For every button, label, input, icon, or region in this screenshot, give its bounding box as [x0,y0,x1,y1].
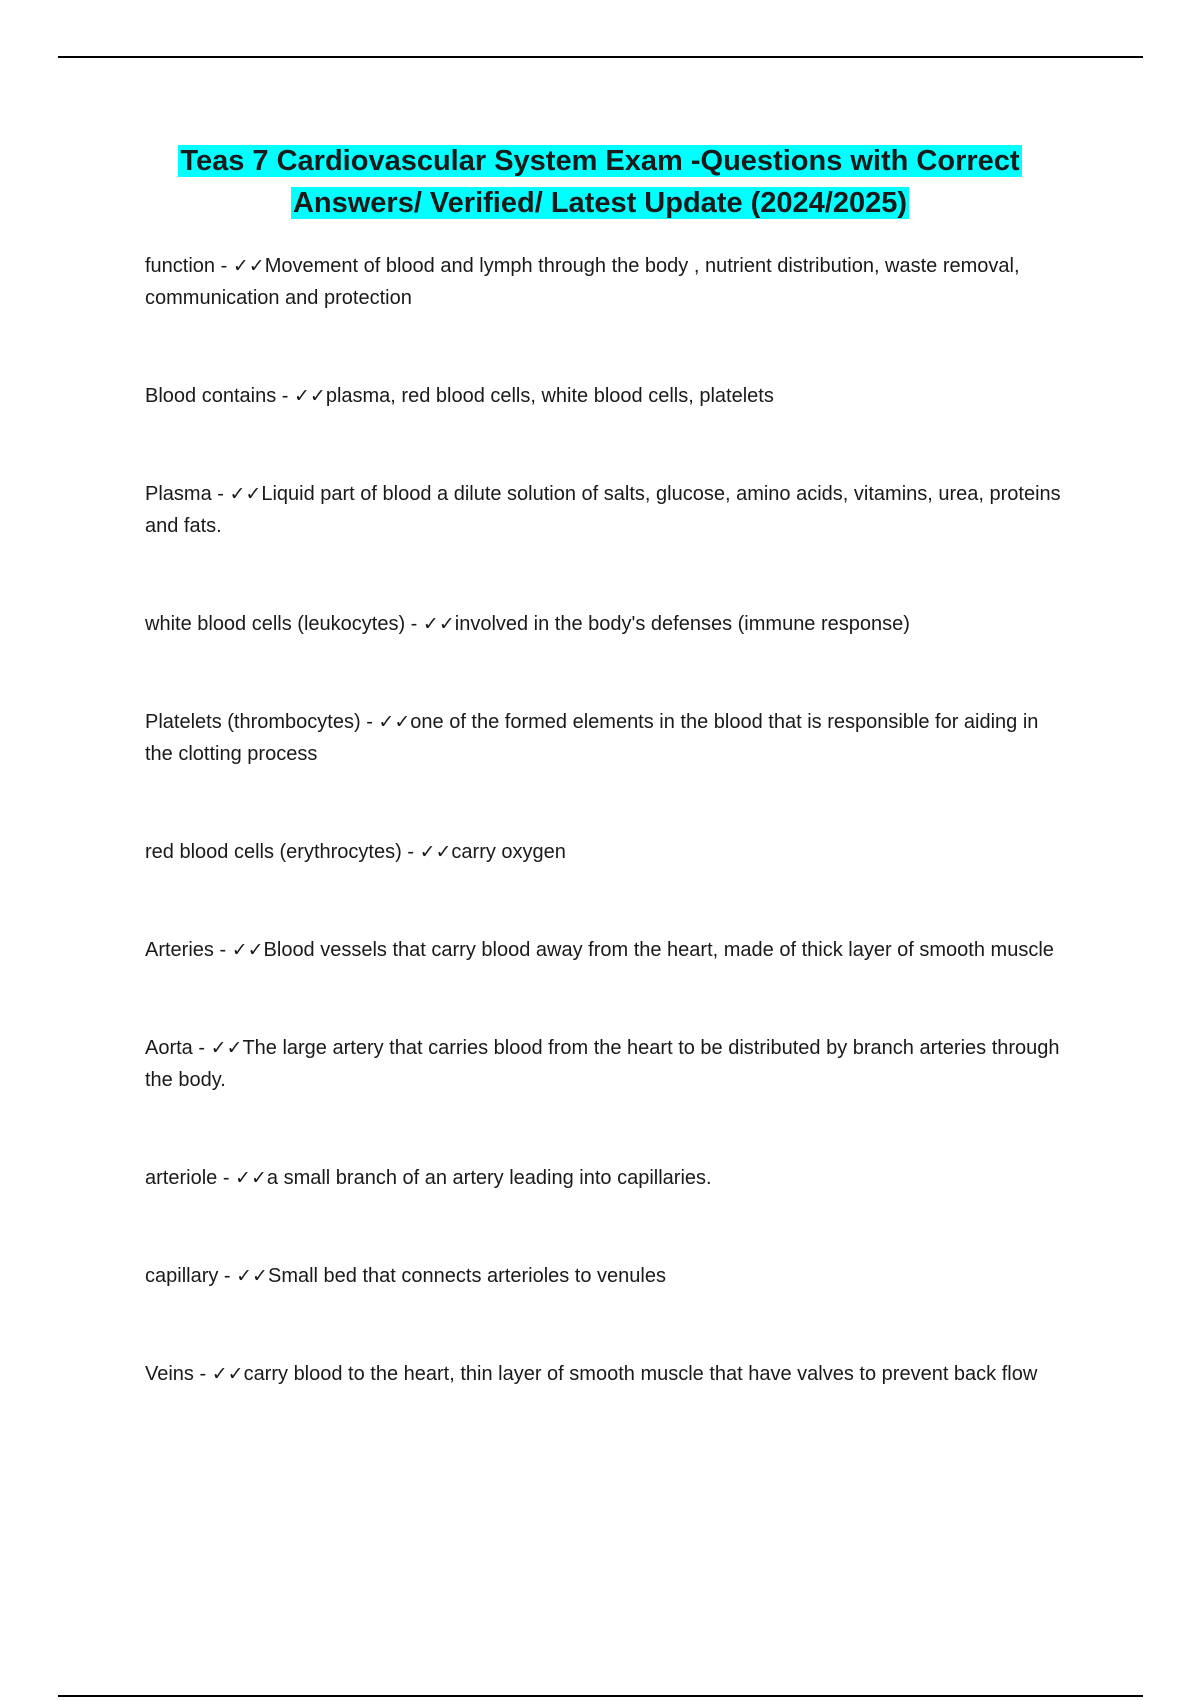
page-title [0,140,1200,224]
bottom-divider [58,1695,1143,1697]
term: Blood contains [145,385,277,407]
separator: - [211,483,230,505]
answer: carry blood to the heart, thin layer of smooth muscle that have valves to prevent back flow [243,1363,1038,1385]
answer: Liquid part of blood a dilute solution of salts, glucose, amino acids, vitamins, urea, proteins and fats. [145,483,1061,537]
term: Plasma [145,483,212,505]
separator: - [213,939,232,961]
qa-item-veins [145,1358,1065,1390]
answer: a small branch of an artery leading into capillaries. [266,1167,712,1189]
separator: - [405,613,423,635]
answer: Blood vessels that carry blood away from the heart, made of thick layer of smooth muscle [263,939,1054,961]
qa-item-red-blood-cells [145,836,1065,868]
qa-item-arteries [145,934,1065,966]
check-icon: ✓✓ [229,483,262,505]
qa-item-plasma [145,478,1065,542]
check-icon: ✓✓ [231,939,264,961]
term: capillary [145,1265,219,1287]
check-icon: ✓✓ [419,841,452,863]
term: Platelets (thrombocytes) [145,711,361,733]
separator: - [401,841,420,863]
separator: - [217,1167,236,1189]
answer: one of the formed elements in the blood that is responsible for aiding in the clotting process [145,711,1039,765]
term: function [145,255,216,277]
check-icon: ✓✓ [211,1363,244,1385]
answer: involved in the body's defenses (immune response) [454,613,910,635]
check-icon: ✓✓ [236,1265,268,1287]
term: arteriole [145,1167,218,1189]
separator: - [276,385,294,407]
answer: The large artery that carries blood from the heart to be distributed by branch arteries through the body. [145,1037,1060,1091]
term: Aorta [145,1037,193,1059]
qa-item-platelets [145,706,1065,770]
separator: - [193,1363,212,1385]
term: white blood cells (leukocytes) [145,613,406,635]
separator: - [192,1037,211,1059]
qa-item-blood-contains [145,380,1065,412]
check-icon: ✓✓ [235,1167,267,1189]
qa-item-aorta [145,1032,1065,1096]
answer: carry oxygen [451,841,566,863]
qa-item-white-blood-cells [145,608,1065,640]
check-icon: ✓✓ [293,385,326,407]
title-line-2: Answers/ Verified/ Latest Update (2024/2025) [292,187,908,219]
term: Veins [145,1363,194,1385]
qa-list [145,250,1065,1390]
qa-item-capillary [145,1260,1065,1292]
top-divider [58,56,1143,58]
title-line-1: Teas 7 Cardiovascular System Exam -Questions with Correct [180,145,1020,177]
qa-item-function [145,250,1065,314]
answer: Small bed that connects arterioles to venules [267,1265,666,1287]
separator: - [360,711,379,733]
separator: - [215,255,233,277]
check-icon: ✓✓ [422,613,455,635]
answer: Movement of blood and lymph through the body , nutrient distribution, waste removal, communication and protection [145,255,1020,309]
check-icon: ✓✓ [210,1037,243,1059]
separator: - [218,1265,237,1287]
term: red blood cells (erythrocytes) [145,841,402,863]
check-icon: ✓✓ [378,711,411,733]
term: Arteries [145,939,214,961]
check-icon: ✓✓ [232,255,265,277]
answer: plasma, red blood cells, white blood cells, platelets [325,385,774,407]
qa-item-arteriole [145,1162,1065,1194]
